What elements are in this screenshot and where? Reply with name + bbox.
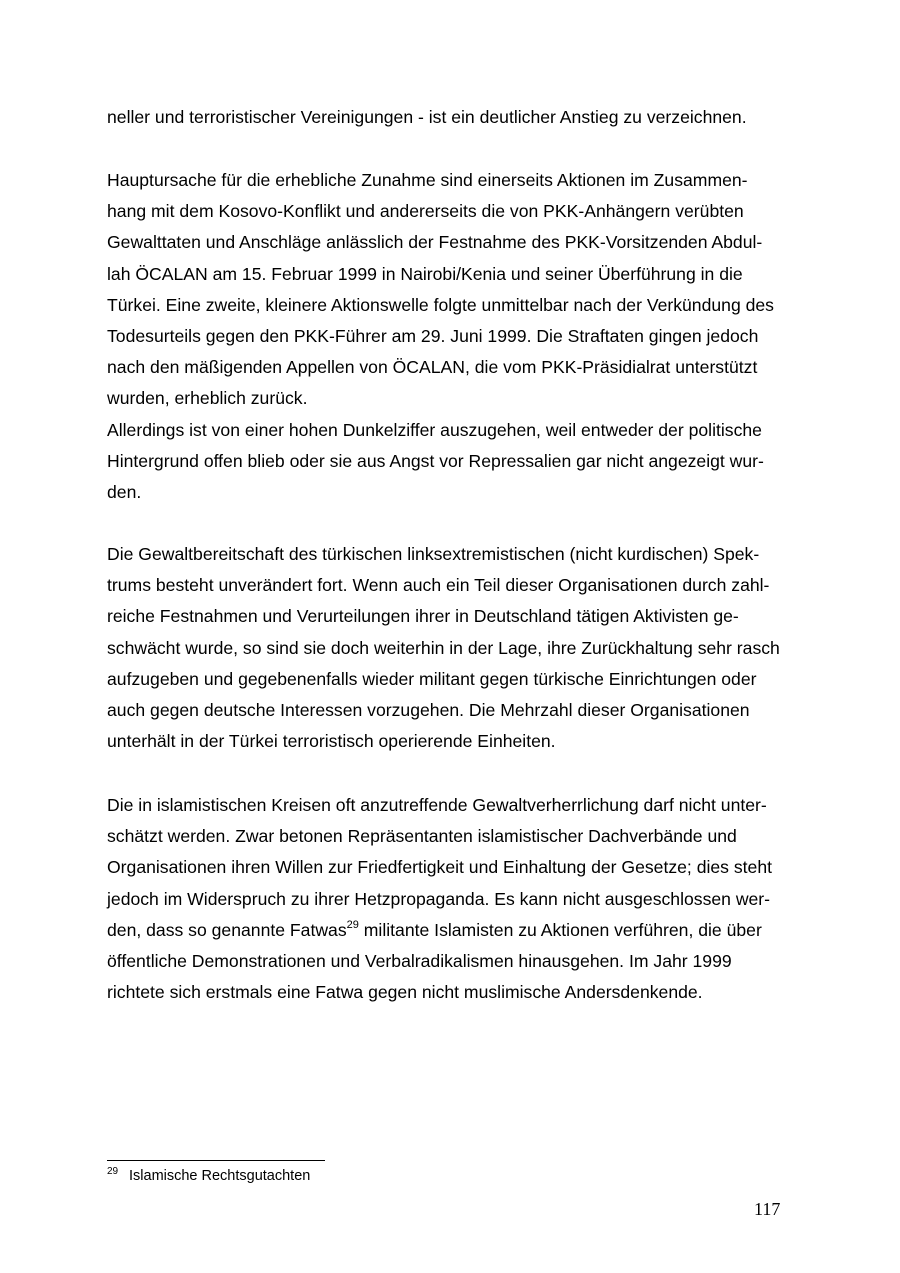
text-fragment: den, dass so genannte Fatwas: [107, 919, 347, 940]
text-line: reiche Festnahmen und Verurteilungen ihrer in Deutschland tätigen Aktivisten ge-: [107, 606, 739, 627]
text-line: lah ÖCALAN am 15. Februar 1999 in Nairobi/Kenia und seiner Überführung in die: [107, 263, 743, 284]
text-line: Die in islamistischen Kreisen oft anzutreffende Gewaltverherrlichung darf nicht unter-: [107, 795, 767, 815]
text-line: Türkei. Eine zweite, kleinere Aktionswelle folgte unmittelbar nach der Verkündung des: [107, 294, 774, 315]
text-line: unterhält in der Türkei terroristisch operierende Einheiten.: [107, 731, 556, 752]
text-line: Hintergrund offen blieb oder sie aus Angst vor Repressalien gar nicht angezeigt wur-: [107, 450, 764, 471]
text-line: aufzugeben und gegebenenfalls wieder militant gegen türkische Einrichtungen oder: [107, 668, 757, 689]
text-line: trums besteht unverändert fort. Wenn auch ein Teil dieser Organisationen durch zahl-: [107, 575, 770, 596]
paragraph-continuation: [107, 102, 807, 133]
text-line: jedoch im Widerspruch zu ihrer Hetzpropaganda. Es kann nicht ausgeschlossen wer-: [107, 888, 771, 909]
footnote: 29 Islamische Rechtsgutachten: [107, 1166, 311, 1184]
text-line: hang mit dem Kosovo-Konflikt und andererseits die von PKK-Anhängern verübten: [107, 201, 744, 222]
text-line: Gewalttaten und Anschläge anlässlich der Festnahme des PKK-Vorsitzenden Abdul-: [107, 232, 763, 253]
text-line: neller und terroristischer Vereinigungen - ist ein deutlicher Anstieg zu verzeichnen.: [107, 107, 747, 127]
footnote-reference: 29: [346, 918, 359, 931]
footnote-separator: [107, 1160, 325, 1161]
text-line: öffentliche Demonstrationen und Verbalradikalismen hinausgehen. Im Jahr 1999: [107, 950, 732, 971]
text-line: wurden, erheblich zurück.: [107, 388, 308, 409]
text-line: schwächt wurde, so sind sie doch weiterhin in der Lage, ihre Zurückhaltung sehr rasch: [107, 637, 780, 658]
text-line: nach den mäßigenden Appellen von ÖCALAN, die vom PKK-Präsidialrat unterstützt: [107, 357, 758, 378]
text-line: Die Gewaltbereitschaft des türkischen linksextremistischen (nicht kurdischen) Spek-: [107, 544, 760, 564]
text-line: schätzt werden. Zwar betonen Repräsentanten islamistischer Dachverbände und: [107, 826, 737, 847]
text-line: Hauptursache für die erhebliche Zunahme sind einerseits Aktionen im Zusammen-: [107, 170, 748, 190]
text-line-with-footnote: [107, 915, 807, 946]
footnote-text: Islamische Rechtsgutachten: [129, 1168, 311, 1184]
text-line: richtete sich erstmals eine Fatwa gegen nicht muslimische Andersdenkende.: [107, 982, 703, 1003]
page-number: 117: [754, 1199, 781, 1219]
text-fragment: militante Islamisten zu Aktionen verführen, die über: [358, 919, 762, 940]
text-line: Organisationen ihren Willen zur Friedfertigkeit und Einhaltung der Gesetze; dies steht: [107, 857, 773, 878]
text-line: Allerdings ist von einer hohen Dunkelziffer auszugehen, weil entweder der politische: [107, 419, 762, 440]
paragraph-islamism: [107, 790, 807, 1008]
text-line: den.: [107, 481, 142, 502]
paragraph-pkk-causes: [107, 165, 807, 508]
paragraph-left-extremism: [107, 539, 807, 757]
text-line: auch gegen deutsche Interessen vorzugehen. Die Mehrzahl dieser Organisationen: [107, 699, 750, 720]
text-line: Todesurteils gegen den PKK-Führer am 29. Juni 1999. Die Straftaten gingen jedoch: [107, 325, 759, 346]
